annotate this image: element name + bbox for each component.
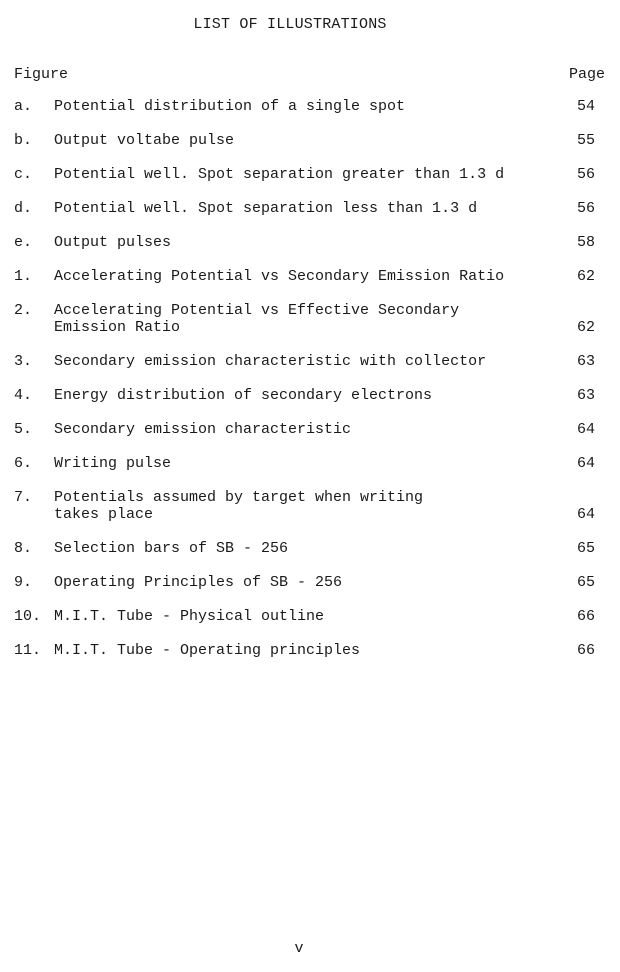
list-item xyxy=(14,540,605,557)
illustrations-list xyxy=(14,98,605,676)
figure-caption: Output pulses xyxy=(54,234,172,251)
page-number: 56 xyxy=(576,166,595,183)
figure-caption: Accelerating Potential vs Effective Secondary Emission Ratio xyxy=(54,302,460,336)
list-item xyxy=(14,574,605,591)
figure-caption: Output voltabe pulse xyxy=(54,132,235,149)
figure-number: d. xyxy=(14,200,33,217)
list-item xyxy=(14,642,605,659)
list-item xyxy=(14,200,605,217)
page-footer-number: v xyxy=(294,940,304,957)
list-item xyxy=(14,234,605,251)
page-number: 64 xyxy=(576,506,595,523)
figure-number: 7. xyxy=(14,489,33,506)
figure-number: 9. xyxy=(14,574,33,591)
figure-number: 4. xyxy=(14,387,33,404)
figure-caption: M.I.T. Tube - Physical outline xyxy=(54,608,325,625)
figure-caption: Secondary emission characteristic with collector xyxy=(54,353,487,370)
page-number: 64 xyxy=(576,455,595,472)
page-number: 64 xyxy=(576,421,595,438)
figure-number: 6. xyxy=(14,455,33,472)
page-number: 55 xyxy=(576,132,595,149)
list-item xyxy=(14,353,605,370)
page-number: 63 xyxy=(576,353,595,370)
page-number: 65 xyxy=(576,540,595,557)
figure-number: e. xyxy=(14,234,33,251)
list-item xyxy=(14,421,605,438)
page-number: 66 xyxy=(576,608,595,625)
figure-caption: M.I.T. Tube - Operating principles xyxy=(54,642,361,659)
page-number: 63 xyxy=(576,387,595,404)
figure-number: 3. xyxy=(14,353,33,370)
figure-caption: Potential well. Spot separation greater than 1.3 d xyxy=(54,166,505,183)
figure-number: c. xyxy=(14,166,33,183)
figure-number: 8. xyxy=(14,540,33,557)
list-item xyxy=(14,489,605,523)
figure-caption: Operating Principles of SB - 256 xyxy=(54,574,343,591)
figure-caption: Potential well. Spot separation less than 1.3 d xyxy=(54,200,478,217)
figure-number: b. xyxy=(14,132,33,149)
figure-column-header: Figure xyxy=(14,66,69,83)
page-title: LIST OF ILLUSTRATIONS xyxy=(193,16,387,33)
list-item xyxy=(14,132,605,149)
page-number: 65 xyxy=(576,574,595,591)
page-number: 66 xyxy=(576,642,595,659)
figure-caption: Accelerating Potential vs Secondary Emission Ratio xyxy=(54,268,505,285)
figure-number: 11. xyxy=(14,642,42,659)
page-number: 62 xyxy=(576,319,595,336)
page-number: 58 xyxy=(576,234,595,251)
figure-number: 10. xyxy=(14,608,42,625)
page-number: 54 xyxy=(576,98,595,115)
page-number: 62 xyxy=(576,268,595,285)
figure-caption: Selection bars of SB - 256 xyxy=(54,540,289,557)
list-item xyxy=(14,608,605,625)
list-item xyxy=(14,98,605,115)
list-item xyxy=(14,387,605,404)
figure-caption: Energy distribution of secondary electrons xyxy=(54,387,433,404)
page-column-header: Page xyxy=(568,66,605,83)
figure-number: 2. xyxy=(14,302,33,319)
figure-number: 1. xyxy=(14,268,33,285)
list-item xyxy=(14,302,605,336)
list-item xyxy=(14,268,605,285)
figure-caption: Writing pulse xyxy=(54,455,172,472)
list-item xyxy=(14,455,605,472)
figure-caption: Secondary emission characteristic xyxy=(54,421,352,438)
figure-number: 5. xyxy=(14,421,33,438)
figure-number: a. xyxy=(14,98,33,115)
list-item xyxy=(14,166,605,183)
figure-caption: Potentials assumed by target when writing takes place xyxy=(54,489,424,523)
figure-caption: Potential distribution of a single spot xyxy=(54,98,406,115)
page-number: 56 xyxy=(576,200,595,217)
